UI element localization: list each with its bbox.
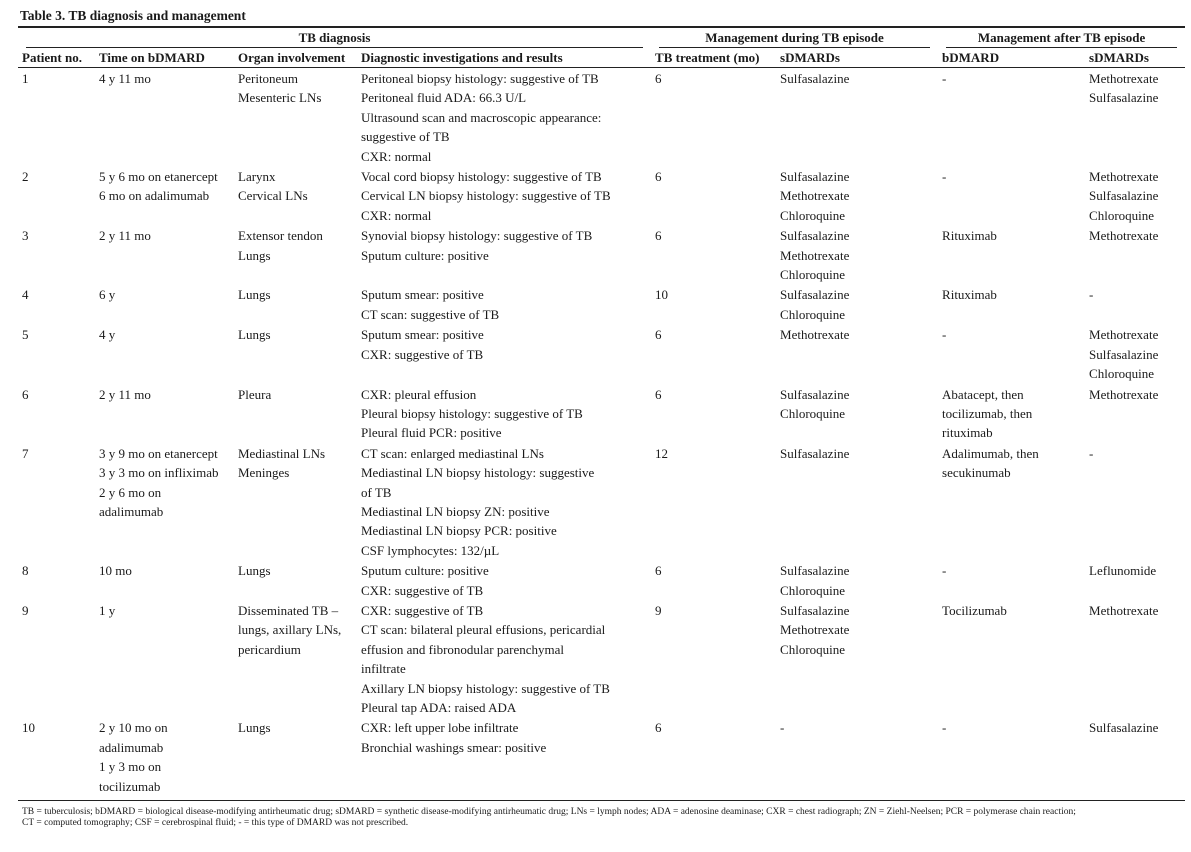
cell-line: Chloroquine (780, 405, 846, 421)
table-row (18, 324, 1185, 383)
cell-line: 6 (655, 386, 662, 402)
cell-line: Chloroquine (780, 267, 846, 283)
cell-sdmards-after (1085, 324, 1185, 383)
cell-line: CXR: suggestive of TB (361, 346, 484, 362)
cell-line: Mediastinal LN biopsy ZN: positive (361, 503, 550, 519)
cell-line: Methotrexate (780, 327, 850, 343)
cell-line: 12 (655, 445, 669, 461)
cell-line: Lungs (238, 287, 271, 303)
cell-bdmard-after (938, 68, 1085, 167)
cell-line: Chloroquine (1089, 366, 1155, 382)
cell-time-on-bdmard (95, 284, 234, 324)
cell-diagnostic-investigations (357, 166, 651, 225)
cell-line: Peritoneum (238, 71, 298, 86)
cell-line: 6 (655, 720, 662, 736)
header-diagnostic-investigations: Diagnostic investigations and results (357, 48, 651, 68)
cell-time-on-bdmard (95, 166, 234, 225)
cell-time-on-bdmard (95, 225, 234, 284)
cell-line: - (942, 71, 947, 86)
header-tb-treatment: TB treatment (mo) (651, 48, 776, 68)
cell-line: pericardium (238, 641, 301, 657)
cell-line: Meninges (238, 465, 290, 481)
cell-diagnostic-investigations (357, 284, 651, 324)
table-row (18, 284, 1185, 324)
cell-bdmard-after (938, 225, 1085, 284)
cell-line: Pleural fluid PCR: positive (361, 425, 502, 441)
cell-line: 6 y (99, 287, 116, 303)
cell-time-on-bdmard (95, 68, 234, 167)
cell-line: Sputum smear: positive (361, 287, 484, 303)
cell-line: 6 (22, 386, 29, 402)
cell-line: - (942, 169, 947, 185)
cell-line: Sulfasalazine (1089, 90, 1159, 106)
cell-line: CT scan: enlarged mediastinal LNs (361, 445, 544, 461)
cell-organ-involvement (234, 560, 357, 600)
cell-bdmard-after (938, 284, 1085, 324)
cell-line: Pleural biopsy histology: suggestive of TB (361, 405, 583, 421)
cell-line: effusion and fibronodular parenchymal (361, 641, 564, 657)
cell-line: Tocilizumab (942, 602, 1007, 618)
cell-line: Sulfasalazine (780, 386, 850, 402)
cell-line: 6 (655, 169, 662, 185)
cell-line: 4 y 11 mo (99, 71, 151, 86)
cell-sdmards-after (1085, 68, 1185, 167)
cell-line: Mesenteric LNs (238, 90, 322, 106)
cell-line: 2 y 6 mo on (99, 484, 162, 500)
cell-line: 10 (655, 287, 669, 303)
cell-line: CT scan: bilateral pleural effusions, pericardial (361, 622, 606, 638)
cell-line: - (942, 720, 947, 736)
cell-line: 5 y 6 mo on etanercept (99, 169, 218, 185)
cell-sdmards-after (1085, 166, 1185, 225)
cell-patient-no (18, 68, 95, 167)
cell-bdmard-after (938, 384, 1085, 443)
cell-line: Pleura (238, 386, 272, 402)
cell-bdmard-after (938, 600, 1085, 717)
cell-sdmards-after (1085, 225, 1185, 284)
cell-line: - (1089, 287, 1094, 303)
cell-line: Extensor tendon (238, 228, 323, 244)
cell-time-on-bdmard (95, 443, 234, 560)
cell-line: 10 (22, 720, 35, 736)
cell-line: 1 y (99, 602, 116, 618)
cell-line: CXR: suggestive of TB (361, 582, 484, 598)
cell-line: Sulfasalazine (780, 563, 850, 579)
cell-tb-treatment (651, 166, 776, 225)
cell-tb-treatment (651, 443, 776, 560)
cell-line: 4 (22, 287, 29, 303)
cell-line: Disseminated TB – (238, 602, 339, 618)
cell-time-on-bdmard (95, 324, 234, 383)
cell-line: Methotrexate (1089, 602, 1159, 618)
cell-time-on-bdmard (95, 717, 234, 800)
cell-line: Sulfasalazine (1089, 720, 1159, 736)
cell-line: Sulfasalazine (780, 287, 850, 303)
cell-line: Methotrexate (1089, 386, 1159, 402)
cell-line: Mediastinal LN biopsy PCR: positive (361, 523, 557, 539)
cell-patient-no (18, 225, 95, 284)
cell-line: 6 (655, 563, 662, 579)
cell-tb-treatment (651, 600, 776, 717)
cell-line: Methotrexate (780, 247, 850, 263)
table-title: Table 3. TB diagnosis and management (18, 6, 1185, 28)
cell-sdmards-during (776, 600, 938, 717)
cell-line: Lungs (238, 563, 271, 579)
cell-line: Lungs (238, 247, 271, 263)
cell-line: Sputum culture: positive (361, 563, 489, 579)
cell-sdmards-after (1085, 560, 1185, 600)
cell-line: Sulfasalazine (780, 445, 850, 461)
cell-line: Sulfasalazine (1089, 188, 1159, 204)
cell-line: 9 (22, 602, 29, 618)
cell-diagnostic-investigations (357, 68, 651, 167)
cell-line: Adalimumab, then (942, 445, 1039, 461)
cell-patient-no (18, 284, 95, 324)
cell-bdmard-after (938, 166, 1085, 225)
cell-line: of TB (361, 484, 392, 500)
cell-line: 3 (22, 228, 29, 244)
group-management-after: Management after TB episode (938, 28, 1185, 48)
cell-line: suggestive of TB (361, 129, 450, 145)
cell-organ-involvement (234, 324, 357, 383)
cell-sdmards-after (1085, 600, 1185, 717)
cell-line: 6 (655, 228, 662, 244)
header-organ-involvement: Organ involvement (234, 48, 357, 68)
cell-line: Methotrexate (1089, 228, 1159, 244)
cell-line: Bronchial washings smear: positive (361, 739, 547, 755)
group-management-during: Management during TB episode (651, 28, 938, 48)
cell-line: - (942, 563, 947, 579)
cell-line: 6 (655, 71, 662, 86)
cell-diagnostic-investigations (357, 600, 651, 717)
cell-line: Sulfasalazine (1089, 346, 1159, 362)
cell-line: 5 (22, 327, 29, 343)
cell-diagnostic-investigations (357, 443, 651, 560)
cell-sdmards-during (776, 166, 938, 225)
table-row (18, 384, 1185, 443)
cell-organ-involvement (234, 717, 357, 800)
cell-time-on-bdmard (95, 560, 234, 600)
cell-line: Vocal cord biopsy histology: suggestive of TB (361, 169, 602, 185)
cell-organ-involvement (234, 600, 357, 717)
cell-time-on-bdmard (95, 384, 234, 443)
cell-line: Sulfasalazine (780, 169, 850, 185)
cell-line: Sputum culture: positive (361, 247, 489, 263)
cell-line: Sulfasalazine (780, 228, 850, 244)
cell-line: CXR: normal (361, 148, 432, 164)
cell-line: Lungs (238, 327, 271, 343)
cell-tb-treatment (651, 324, 776, 383)
cell-line: Pleural tap ADA: raised ADA (361, 700, 517, 715)
cell-sdmards-during (776, 384, 938, 443)
cell-organ-involvement (234, 443, 357, 560)
cell-line: secukinumab (942, 465, 1011, 481)
cell-line: 8 (22, 563, 29, 579)
group-tb-diagnosis: TB diagnosis (18, 28, 651, 48)
cell-diagnostic-investigations (357, 384, 651, 443)
cell-line: Chloroquine (780, 582, 846, 598)
cell-tb-treatment (651, 284, 776, 324)
cell-line: tocilizumab, then (942, 405, 1033, 421)
cell-line: 2 y 11 mo (99, 386, 151, 402)
cell-line: Methotrexate (780, 188, 850, 204)
cell-line: 10 mo (99, 563, 132, 579)
header-sdmards-during: sDMARDs (776, 48, 938, 68)
cell-sdmards-after (1085, 717, 1185, 800)
cell-line: 6 mo on adalimumab (99, 188, 210, 204)
cell-sdmards-after (1085, 384, 1185, 443)
cell-organ-involvement (234, 225, 357, 284)
cell-patient-no (18, 717, 95, 800)
cell-line: Leflunomide (1089, 563, 1157, 579)
cell-line: CXR: left upper lobe infiltrate (361, 720, 519, 736)
table-row (18, 443, 1185, 560)
cell-tb-treatment (651, 225, 776, 284)
cell-tb-treatment (651, 384, 776, 443)
cell-time-on-bdmard (95, 600, 234, 717)
header-time-on-bdmard: Time on bDMARD (95, 48, 234, 68)
cell-line: Methotrexate (1089, 327, 1159, 343)
footnote-line: TB = tuberculosis; bDMARD = biological disease-modifying antirheumatic drug; sDMARD = synthetic disease-modifying antirheumatic drug; LNs = lymph nodes; ADA = adenosine deaminase; CXR = chest radiograph; ZN = Ziehl-Neelsen; PCR = polymerase chain reaction; (22, 807, 1076, 818)
cell-line: CT scan: suggestive of TB (361, 306, 500, 322)
cell-line: tocilizumab (99, 778, 161, 794)
cell-sdmards-during (776, 284, 938, 324)
cell-line: CXR: suggestive of TB (361, 602, 484, 618)
cell-line: adalimumab (99, 503, 164, 519)
header-bdmard-after: bDMARD (938, 48, 1085, 68)
cell-organ-involvement (234, 166, 357, 225)
cell-sdmards-after (1085, 284, 1185, 324)
cell-line: Chloroquine (780, 641, 846, 657)
cell-line: 1 (22, 71, 29, 86)
cell-line: - (942, 327, 947, 343)
cell-tb-treatment (651, 560, 776, 600)
table-row (18, 68, 1185, 167)
cell-line: Peritoneal fluid ADA: 66.3 U/L (361, 90, 527, 106)
table-row (18, 717, 1185, 800)
cell-sdmards-during (776, 717, 938, 800)
cell-diagnostic-investigations (357, 717, 651, 800)
cell-line: Sputum smear: positive (361, 327, 484, 343)
cell-line: 2 y 11 mo (99, 228, 151, 244)
cell-diagnostic-investigations (357, 225, 651, 284)
footnote (18, 807, 1185, 829)
table-row (18, 225, 1185, 284)
cell-line: Chloroquine (1089, 207, 1155, 223)
footnote-line: CT = computed tomography; CSF = cerebrospinal fluid; - = this type of DMARD was not prescribed. (22, 818, 409, 829)
cell-sdmards-during (776, 324, 938, 383)
cell-line: 6 (655, 327, 662, 343)
cell-patient-no (18, 324, 95, 383)
cell-sdmards-during (776, 443, 938, 560)
cell-bdmard-after (938, 324, 1085, 383)
cell-line: Rituximab (942, 287, 997, 303)
cell-line: Cervical LN biopsy histology: suggestive of TB (361, 188, 611, 204)
cell-line: rituximab (942, 425, 993, 441)
cell-sdmards-after (1085, 443, 1185, 560)
cell-tb-treatment (651, 68, 776, 167)
cell-line: Chloroquine (780, 306, 846, 322)
cell-line: lungs, axillary LNs, (238, 622, 342, 638)
cell-organ-involvement (234, 68, 357, 167)
cell-line: 1 y 3 mo on (99, 759, 162, 775)
cell-line: Lungs (238, 720, 271, 736)
cell-line: Mediastinal LN biopsy histology: suggestive (361, 465, 595, 481)
header-sdmards-after: sDMARDs (1085, 48, 1185, 68)
cell-line: Chloroquine (780, 207, 846, 223)
cell-line: Methotrexate (780, 622, 850, 638)
cell-tb-treatment (651, 717, 776, 800)
cell-line: - (780, 720, 785, 736)
cell-line: 3 y 9 mo on etanercept (99, 445, 218, 461)
table-container (18, 6, 1185, 829)
cell-line: Larynx (238, 169, 276, 185)
cell-line: Methotrexate (1089, 71, 1159, 86)
cell-diagnostic-investigations (357, 560, 651, 600)
cell-line: Peritoneal biopsy histology: suggestive of TB (361, 71, 599, 86)
cell-sdmards-during (776, 560, 938, 600)
cell-sdmards-during (776, 225, 938, 284)
cell-patient-no (18, 560, 95, 600)
cell-patient-no (18, 600, 95, 717)
cell-diagnostic-investigations (357, 324, 651, 383)
cell-patient-no (18, 443, 95, 560)
cell-line: Abatacept, then (942, 386, 1024, 402)
cell-line: 2 y 10 mo on (99, 720, 168, 736)
cell-line: infiltrate (361, 661, 406, 677)
cell-line: 4 y (99, 327, 116, 343)
cell-line: CSF lymphocytes: 132/µL (361, 542, 500, 558)
cell-line: Sulfasalazine (780, 71, 850, 86)
cell-organ-involvement (234, 384, 357, 443)
header-patient-no: Patient no. (18, 48, 95, 68)
cell-patient-no (18, 384, 95, 443)
cell-line: Sulfasalazine (780, 602, 850, 618)
cell-line: 2 (22, 169, 29, 185)
cell-line: - (1089, 445, 1094, 461)
cell-organ-involvement (234, 284, 357, 324)
table-row (18, 560, 1185, 600)
cell-line: Methotrexate (1089, 169, 1159, 185)
cell-line: CXR: normal (361, 207, 432, 223)
cell-bdmard-after (938, 717, 1085, 800)
cell-line: Ultrasound scan and macroscopic appearance: (361, 109, 602, 125)
cell-bdmard-after (938, 443, 1085, 560)
cell-line: 3 y 3 mo on infliximab (99, 465, 219, 481)
cell-line: Axillary LN biopsy histology: suggestive of TB (361, 680, 610, 696)
cell-line: adalimumab (99, 739, 164, 755)
cell-line: Synovial biopsy histology: suggestive of TB (361, 228, 593, 244)
tb-table (18, 28, 1185, 801)
cell-patient-no (18, 166, 95, 225)
cell-sdmards-during (776, 68, 938, 167)
cell-line: 7 (22, 445, 29, 461)
cell-line: CXR: pleural effusion (361, 386, 477, 402)
cell-line: 9 (655, 602, 662, 618)
cell-bdmard-after (938, 560, 1085, 600)
cell-line: Mediastinal LNs (238, 445, 326, 461)
cell-line: Cervical LNs (238, 188, 308, 204)
cell-line: Rituximab (942, 228, 997, 244)
table-row (18, 600, 1185, 717)
table-row (18, 166, 1185, 225)
